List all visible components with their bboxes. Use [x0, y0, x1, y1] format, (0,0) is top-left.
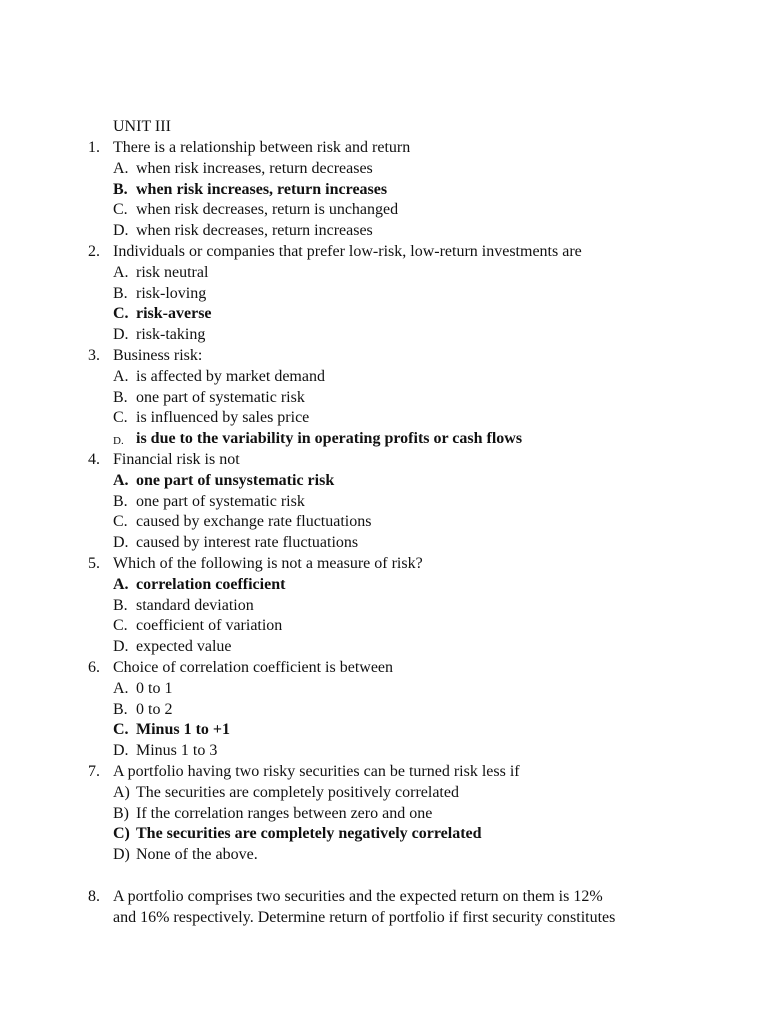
- option-letter: D): [113, 846, 130, 864]
- question-number: 7.: [88, 762, 100, 780]
- option-letter: D.: [113, 326, 129, 344]
- question-text: Which of the following is not a measure of risk?: [113, 554, 423, 572]
- answer-option: [0, 533, 768, 554]
- answer-option: [0, 284, 768, 305]
- answer-option-correct: [0, 720, 768, 741]
- question-spacer: [0, 866, 768, 887]
- answer-option: [0, 325, 768, 346]
- question-item: [0, 138, 768, 242]
- question-item: [0, 554, 768, 658]
- option-letter: A.: [113, 679, 129, 697]
- question-stem-line: [0, 908, 768, 929]
- question-number: 3.: [88, 346, 100, 364]
- option-letter: C.: [113, 201, 128, 219]
- option-letter: B.: [113, 492, 128, 510]
- answer-option: [0, 408, 768, 429]
- question-item: [0, 658, 768, 762]
- answer-option-correct: [0, 824, 768, 845]
- option-text: when risk increases, return increases: [136, 180, 388, 198]
- option-letter: C): [113, 825, 130, 843]
- question-number: 4.: [88, 450, 100, 468]
- question-stem-line: [0, 138, 768, 159]
- option-text: coefficient of variation: [136, 617, 283, 635]
- answer-option: [0, 492, 768, 513]
- option-text: one part of systematic risk: [136, 388, 305, 406]
- option-letter: A.: [113, 367, 129, 385]
- option-letter: A.: [113, 575, 129, 593]
- option-letter: B.: [113, 700, 128, 718]
- question-stem-line: [0, 242, 768, 263]
- answer-option: [0, 263, 768, 284]
- option-text: caused by interest rate fluctuations: [136, 534, 359, 552]
- question-number: 5.: [88, 554, 100, 572]
- option-text: risk neutral: [136, 263, 209, 281]
- option-text: is due to the variability in operating profits or cash flows: [136, 430, 523, 448]
- answer-option: [0, 616, 768, 637]
- option-letter: D.: [113, 435, 124, 448]
- question-text: A portfolio comprises two securities and the expected return on them is 12%: [113, 887, 603, 905]
- answer-option: [0, 741, 768, 762]
- answer-option: [0, 512, 768, 533]
- question-text: and 16% respectively. Determine return of portfolio if first security constitutes: [113, 908, 616, 926]
- answer-option: [0, 637, 768, 658]
- option-letter: C.: [113, 305, 129, 323]
- question-item: [0, 242, 768, 346]
- option-text: If the correlation ranges between zero and one: [136, 804, 433, 822]
- answer-option: [0, 596, 768, 617]
- answer-option: [0, 200, 768, 221]
- option-text: The securities are completely positively correlated: [136, 783, 459, 801]
- answer-option: [0, 221, 768, 242]
- question-stem-line: [0, 450, 768, 471]
- question-stem-line: [0, 762, 768, 783]
- answer-option-correct: [0, 575, 768, 596]
- option-letter: B.: [113, 596, 128, 614]
- question-stem-line: [0, 554, 768, 575]
- question-number: 6.: [88, 658, 100, 676]
- option-letter: C.: [113, 409, 128, 427]
- answer-option: [0, 388, 768, 409]
- option-text: one part of systematic risk: [136, 492, 305, 510]
- question-text: A portfolio having two risky securities can be turned risk less if: [113, 762, 520, 780]
- unit-title: UNIT III: [113, 118, 171, 135]
- answer-option: [0, 783, 768, 804]
- option-letter: C.: [113, 721, 129, 739]
- option-text: when risk decreases, return is unchanged: [136, 201, 399, 219]
- option-letter: C.: [113, 617, 128, 635]
- question-text: Individuals or companies that prefer low-risk, low-return investments are: [113, 242, 582, 260]
- option-letter: B.: [113, 180, 128, 198]
- option-text: when risk decreases, return increases: [136, 222, 373, 240]
- option-text: None of the above.: [136, 846, 258, 864]
- option-letter: A): [113, 783, 130, 801]
- option-letter: A.: [113, 159, 129, 177]
- option-text: risk-averse: [136, 305, 212, 323]
- option-letter: B.: [113, 284, 128, 302]
- answer-option: [0, 679, 768, 700]
- option-letter: D.: [113, 638, 129, 656]
- option-text: is affected by market demand: [136, 367, 325, 385]
- question-stem-line: [0, 658, 768, 679]
- question-stem-line: [0, 887, 768, 908]
- option-letter: D.: [113, 742, 129, 760]
- option-text: risk-loving: [136, 284, 207, 302]
- answer-option-correct: [0, 304, 768, 325]
- option-text: Minus 1 to 3: [136, 742, 218, 760]
- question-text: Financial risk is not: [113, 450, 240, 468]
- question-item: [0, 450, 768, 554]
- option-text: risk-taking: [136, 326, 206, 344]
- question-text: There is a relationship between risk and return: [113, 139, 411, 156]
- option-text: standard deviation: [136, 596, 254, 614]
- question-text: Business risk:: [113, 346, 203, 364]
- answer-option-correct: [0, 429, 768, 450]
- option-letter: A.: [113, 471, 129, 489]
- question-number: 1.: [88, 139, 100, 156]
- answer-option: [0, 367, 768, 388]
- answer-option: [0, 804, 768, 825]
- option-text: is influenced by sales price: [136, 409, 310, 427]
- option-text: Minus 1 to +1: [136, 721, 231, 739]
- option-text: correlation coefficient: [136, 575, 286, 593]
- answer-option: [0, 700, 768, 721]
- option-text: The securities are completely negatively correlated: [136, 825, 482, 843]
- answer-option: [0, 845, 768, 866]
- option-letter: B): [113, 804, 129, 822]
- option-text: expected value: [136, 638, 232, 656]
- option-letter: D.: [113, 534, 129, 552]
- option-text: one part of unsystematic risk: [136, 471, 335, 489]
- question-list: [0, 138, 768, 928]
- question-number: 2.: [88, 242, 100, 260]
- option-text: when risk increases, return decreases: [136, 159, 373, 177]
- question-text: Choice of correlation coefficient is between: [113, 658, 394, 676]
- option-letter: A.: [113, 263, 129, 281]
- option-letter: D.: [113, 222, 129, 240]
- question-number: 8.: [88, 887, 100, 905]
- answer-option: [0, 159, 768, 180]
- question-item: [0, 762, 768, 866]
- option-letter: B.: [113, 388, 128, 406]
- option-text: caused by exchange rate fluctuations: [136, 513, 372, 531]
- question-item: [0, 866, 768, 929]
- question-item: [0, 346, 768, 450]
- answer-option-correct: [0, 180, 768, 201]
- option-text: 0 to 2: [136, 700, 173, 718]
- question-stem-line: [0, 346, 768, 367]
- option-letter: C.: [113, 513, 128, 531]
- answer-option-correct: [0, 471, 768, 492]
- option-text: 0 to 1: [136, 679, 173, 697]
